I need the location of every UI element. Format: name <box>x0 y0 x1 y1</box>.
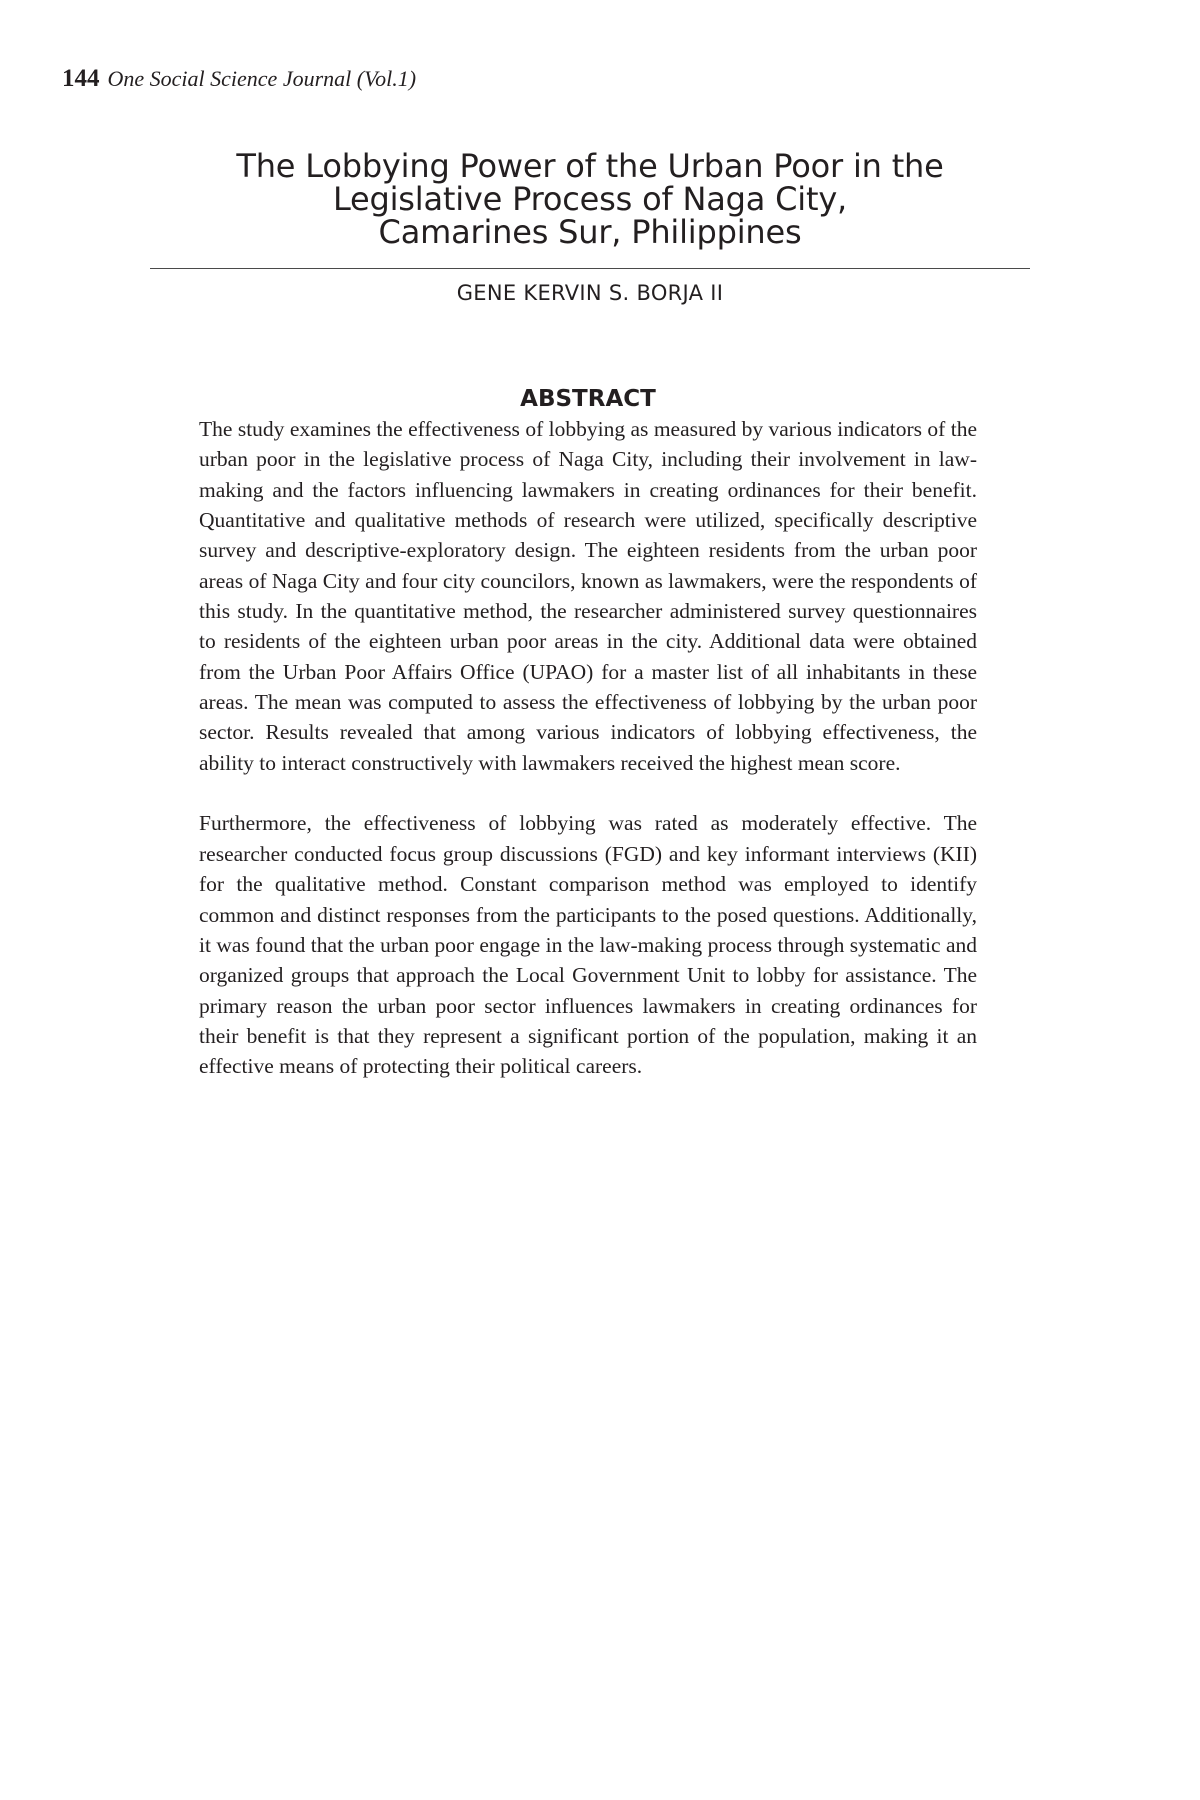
author-name: GENE KERVIN S. BORJA II <box>456 281 724 305</box>
abstract-heading: ABSTRACT <box>520 386 656 412</box>
abstract-body <box>199 414 977 1082</box>
running-header <box>62 64 416 96</box>
title-block <box>150 147 1030 251</box>
title-divider <box>150 268 1030 269</box>
article-title-line: The Lobbying Power of the Urban Poor in the <box>236 147 944 185</box>
article-title-line: Legislative Process of Naga City, <box>332 180 848 218</box>
page-number: 144 <box>62 65 100 92</box>
abstract-paragraph: The study examines the effectiveness of lobbying as measured by various indicators of the urban poor in the legislative process of Naga City, including their involvement in law-making and the factors influencing lawmakers in creating ordinances for their benefit. Quantitative and qualitative methods of research were utilized, specifically descriptive survey and descriptive-exploratory design. The eighteen residents from the urban poor areas of Naga City and four city councilors, known as lawmakers, were the respondents of this study. In the quantitative method, the researcher administered survey questionnaires to residents of the eighteen urban poor areas in the city. Additional data were obtained from the Urban Poor Affairs Office (UPAO) for a master list of all inhabitants in these areas. The mean was computed to assess the effectiveness of lobbying by the urban poor sector. Results revealed that among various indicators of lobbying effectiveness, the ability to interact constructively with lawmakers received the highest mean score. <box>199 417 977 775</box>
journal-name: One Social Science Journal (Vol.1) <box>107 66 417 91</box>
abstract-paragraph: Furthermore, the effectiveness of lobbying was rated as moderately effective. The researcher conducted focus group discussions (FGD) and key informant interviews (KII) for the qualitative method. Constant comparison method was employed to identify common and distinct responses from the participants to the posed questions. Additionally, it was found that the urban poor engage in the law-making process through systematic and organized groups that approach the Local Government Unit to lobby for assistance. The primary reason the urban poor sector influences lawmakers in creating ordinances for their benefit is that they represent a significant portion of the population, making it an effective means of protecting their political careers. <box>199 811 977 1079</box>
article-title-line: Camarines Sur, Philippines <box>378 213 802 251</box>
article-title <box>150 147 1030 251</box>
